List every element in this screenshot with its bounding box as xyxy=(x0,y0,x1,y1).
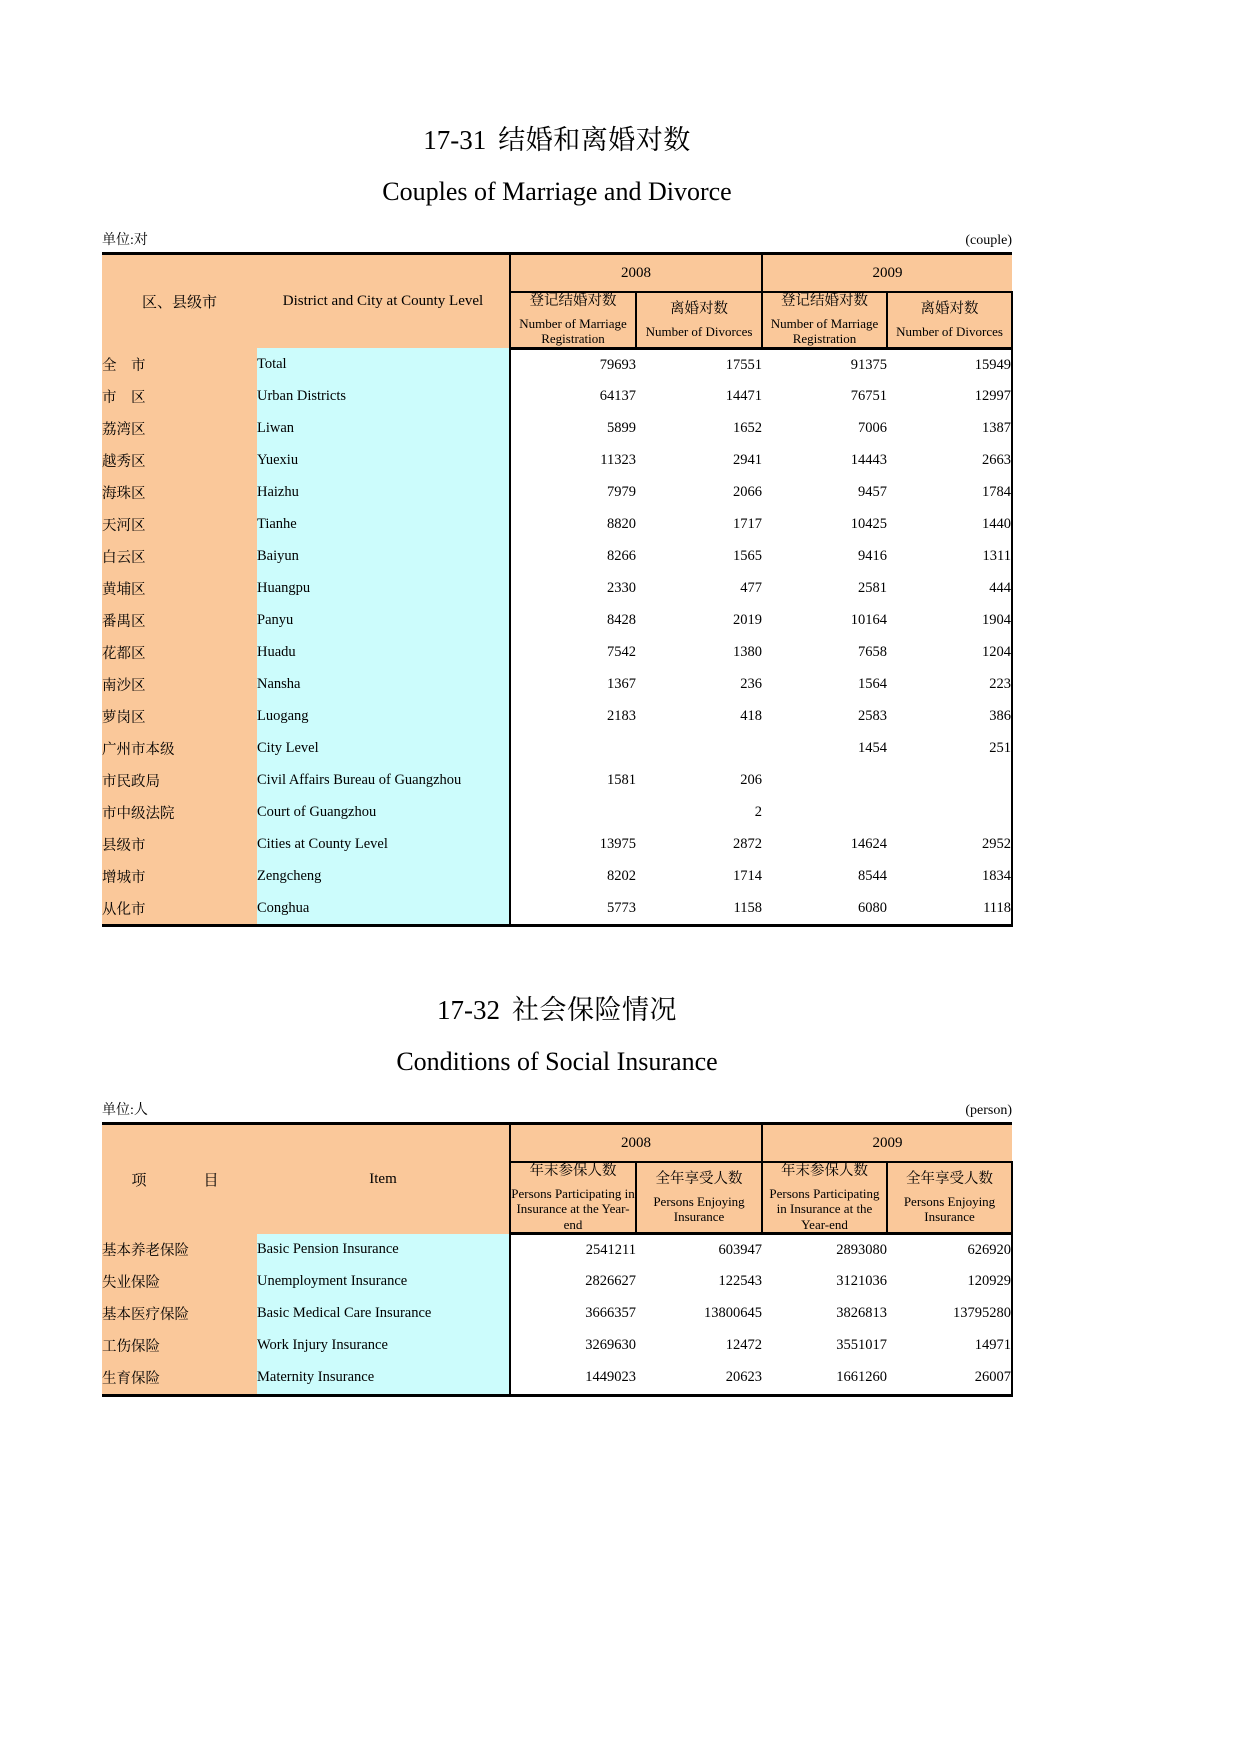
row-label-cn: 花都区 xyxy=(102,636,257,668)
col-header-en: Number of Divorces xyxy=(645,323,753,339)
data-cell: 2893080 xyxy=(762,1234,887,1266)
data-cell: 12997 xyxy=(887,380,1012,412)
data-cell: 1311 xyxy=(887,540,1012,572)
data-cell: 7542 xyxy=(510,636,636,668)
data-cell: 26007 xyxy=(887,1362,1012,1396)
table-title-cn-17-32 xyxy=(102,988,1012,1027)
row-label-cn: 失业保险 xyxy=(102,1266,257,1298)
col-header-2009-divorce-17-31 xyxy=(887,292,1012,348)
data-cell: 2581 xyxy=(762,572,887,604)
table-row xyxy=(102,1266,1012,1298)
data-cell: 1454 xyxy=(762,732,887,764)
table-block-17-31 xyxy=(102,118,1012,927)
data-cell: 2330 xyxy=(510,572,636,604)
data-cell: 1380 xyxy=(636,636,762,668)
table-row xyxy=(102,412,1012,444)
data-cell: 7658 xyxy=(762,636,887,668)
row-label-en: Huadu xyxy=(257,636,510,668)
data-cell: 2872 xyxy=(636,828,762,860)
data-cell xyxy=(762,764,887,796)
data-cell: 8202 xyxy=(510,860,636,892)
marriage-divorce-table xyxy=(102,252,1013,927)
data-cell: 626920 xyxy=(887,1234,1012,1266)
row-label-en: Nansha xyxy=(257,668,510,700)
col-header-en: Persons Enjoying Insurance xyxy=(903,1193,996,1225)
row-label-en: Huangpu xyxy=(257,572,510,604)
table-title-cn-text-17-32: 社会保险情况 xyxy=(512,995,677,1025)
social-insurance-table xyxy=(102,1122,1013,1397)
row-label-en: Luogang xyxy=(257,700,510,732)
col-header-en: Persons Participating in Insurance at the Year-end xyxy=(511,1186,635,1232)
row-label-en: Total xyxy=(257,348,510,380)
data-cell: 1717 xyxy=(636,508,762,540)
data-cell: 477 xyxy=(636,572,762,604)
year-group-2009-17-32: 2009 xyxy=(762,1124,1012,1163)
data-cell: 2 xyxy=(636,796,762,828)
data-cell: 1581 xyxy=(510,764,636,796)
data-cell: 5773 xyxy=(510,892,636,926)
data-cell: 1834 xyxy=(887,860,1012,892)
data-cell: 2183 xyxy=(510,700,636,732)
data-cell: 2952 xyxy=(887,828,1012,860)
data-cell: 2583 xyxy=(762,700,887,732)
unit-label-en-17-31: (couple) xyxy=(965,233,1012,248)
row-label-en: Civil Affairs Bureau of Guangzhou xyxy=(257,764,510,796)
row-label-cn: 黄埔区 xyxy=(102,572,257,604)
col-header-en: Persons Enjoying Insurance xyxy=(653,1193,745,1225)
col-header-cn: 年末参保人数 xyxy=(781,1163,868,1179)
data-cell: 2941 xyxy=(636,444,762,476)
data-cell: 236 xyxy=(636,668,762,700)
data-cell: 10164 xyxy=(762,604,887,636)
table-row xyxy=(102,892,1012,926)
table-title-en-17-31: Couples of Marriage and Divorce xyxy=(382,177,732,206)
data-cell: 17551 xyxy=(636,348,762,380)
row-label-cn: 白云区 xyxy=(102,540,257,572)
row-label-en: Conghua xyxy=(257,892,510,926)
table-row xyxy=(102,604,1012,636)
col-header-cn: 全年享受人数 xyxy=(655,1170,743,1187)
row-label-en: Basic Medical Care Insurance xyxy=(257,1298,510,1330)
data-cell: 8820 xyxy=(510,508,636,540)
row-label-cn: 基本医疗保险 xyxy=(102,1298,257,1330)
table-row xyxy=(102,508,1012,540)
col-header-cn: 登记结婚对数 xyxy=(529,293,617,309)
row-label-en: Court of Guangzhou xyxy=(257,796,510,828)
row-label-cn: 从化市 xyxy=(102,892,257,926)
data-cell: 20623 xyxy=(636,1362,762,1396)
data-cell: 9416 xyxy=(762,540,887,572)
data-cell xyxy=(510,732,636,764)
data-cell: 8266 xyxy=(510,540,636,572)
data-cell: 3551017 xyxy=(762,1330,887,1362)
col-header-cn: 离婚对数 xyxy=(670,300,728,317)
data-cell: 1158 xyxy=(636,892,762,926)
row-label-cn: 市民政局 xyxy=(102,764,257,796)
data-cell: 1661260 xyxy=(762,1362,887,1396)
data-cell: 8544 xyxy=(762,860,887,892)
year-group-2008-17-32: 2008 xyxy=(510,1124,762,1163)
col-header-2008-marriage-17-31 xyxy=(510,292,636,348)
data-cell: 3666357 xyxy=(510,1298,636,1330)
data-cell: 9457 xyxy=(762,476,887,508)
data-cell: 12472 xyxy=(636,1330,762,1362)
stub-header-cn-17-31: 区、县级市 xyxy=(102,254,257,349)
row-label-en: Cities at County Level xyxy=(257,828,510,860)
data-cell: 1652 xyxy=(636,412,762,444)
data-cell xyxy=(887,796,1012,828)
table-block-17-32 xyxy=(102,988,1012,1397)
col-header-2009-participating-17-32 xyxy=(762,1162,887,1234)
data-cell: 122543 xyxy=(636,1266,762,1298)
table-head-17-31 xyxy=(102,254,1012,349)
table-head-17-32 xyxy=(102,1124,1012,1234)
row-label-en: Unemployment Insurance xyxy=(257,1266,510,1298)
data-cell: 386 xyxy=(887,700,1012,732)
data-cell: 2019 xyxy=(636,604,762,636)
data-cell: 76751 xyxy=(762,380,887,412)
unit-row-17-32 xyxy=(102,1099,1012,1119)
table-row xyxy=(102,476,1012,508)
data-cell: 1564 xyxy=(762,668,887,700)
col-header-2008-participating-17-32 xyxy=(510,1162,636,1234)
table-row xyxy=(102,668,1012,700)
data-cell: 1784 xyxy=(887,476,1012,508)
col-header-en: Number of Marriage Registration xyxy=(519,316,627,347)
stub-header-cn-17-32: 项 目 xyxy=(102,1124,257,1234)
data-cell: 7979 xyxy=(510,476,636,508)
row-label-cn: 海珠区 xyxy=(102,476,257,508)
row-label-en: Baiyun xyxy=(257,540,510,572)
data-cell: 1714 xyxy=(636,860,762,892)
row-label-en: Work Injury Insurance xyxy=(257,1330,510,1362)
year-group-2008-17-31: 2008 xyxy=(510,254,762,293)
table-body-17-31 xyxy=(102,348,1012,926)
col-header-cn: 年末参保人数 xyxy=(529,1163,617,1179)
data-cell: 206 xyxy=(636,764,762,796)
row-label-cn: 越秀区 xyxy=(102,444,257,476)
data-cell: 1387 xyxy=(887,412,1012,444)
data-cell: 1449023 xyxy=(510,1362,636,1396)
data-cell: 8428 xyxy=(510,604,636,636)
unit-row-17-31 xyxy=(102,229,1012,249)
data-cell: 7006 xyxy=(762,412,887,444)
data-cell: 2066 xyxy=(636,476,762,508)
data-cell: 13975 xyxy=(510,828,636,860)
data-cell: 91375 xyxy=(762,348,887,380)
col-header-cn: 登记结婚对数 xyxy=(781,293,868,309)
row-label-en: City Level xyxy=(257,732,510,764)
row-label-en: Tianhe xyxy=(257,508,510,540)
table-row xyxy=(102,540,1012,572)
col-header-en: Number of Divorces xyxy=(896,323,1003,339)
row-label-cn: 市中级法院 xyxy=(102,796,257,828)
data-cell: 79693 xyxy=(510,348,636,380)
data-cell: 444 xyxy=(887,572,1012,604)
data-cell xyxy=(762,796,887,828)
data-cell: 1118 xyxy=(887,892,1012,926)
col-header-2009-marriage-17-31 xyxy=(762,292,887,348)
table-row xyxy=(102,828,1012,860)
row-label-cn: 全 市 xyxy=(102,348,257,380)
data-cell: 11323 xyxy=(510,444,636,476)
unit-label-cn-17-32: 单位:人 xyxy=(102,1103,148,1118)
stub-header-en-17-32: Item xyxy=(257,1124,510,1234)
data-cell: 14443 xyxy=(762,444,887,476)
row-label-en: Yuexiu xyxy=(257,444,510,476)
data-cell: 6080 xyxy=(762,892,887,926)
table-row xyxy=(102,636,1012,668)
col-header-2008-divorce-17-31 xyxy=(636,292,762,348)
table-row xyxy=(102,1362,1012,1396)
data-cell: 1904 xyxy=(887,604,1012,636)
unit-label-cn-17-31: 单位:对 xyxy=(102,233,148,248)
row-label-cn: 天河区 xyxy=(102,508,257,540)
row-label-en: Urban Districts xyxy=(257,380,510,412)
data-cell: 3121036 xyxy=(762,1266,887,1298)
data-cell: 418 xyxy=(636,700,762,732)
unit-label-en-17-32: (person) xyxy=(965,1103,1012,1118)
table-title-cn-17-31 xyxy=(102,118,1012,157)
data-cell: 3826813 xyxy=(762,1298,887,1330)
data-cell: 251 xyxy=(887,732,1012,764)
table-body-17-32 xyxy=(102,1234,1012,1396)
row-label-cn: 县级市 xyxy=(102,828,257,860)
col-header-2009-enjoying-17-32 xyxy=(887,1162,1012,1234)
table-row xyxy=(102,444,1012,476)
data-cell: 13795280 xyxy=(887,1298,1012,1330)
table-row xyxy=(102,732,1012,764)
row-label-cn: 荔湾区 xyxy=(102,412,257,444)
col-header-2008-enjoying-17-32 xyxy=(636,1162,762,1234)
row-label-en: Panyu xyxy=(257,604,510,636)
data-cell xyxy=(887,764,1012,796)
table-title-cn-text-17-31: 结婚和离婚对数 xyxy=(498,125,691,155)
table-title-en-17-32: Conditions of Social Insurance xyxy=(396,1047,718,1076)
table-row xyxy=(102,796,1012,828)
data-cell: 2826627 xyxy=(510,1266,636,1298)
row-label-cn: 广州市本级 xyxy=(102,732,257,764)
col-header-cn: 离婚对数 xyxy=(920,300,979,317)
row-label-cn: 增城市 xyxy=(102,860,257,892)
table-row xyxy=(102,764,1012,796)
table-row xyxy=(102,860,1012,892)
data-cell: 14624 xyxy=(762,828,887,860)
data-cell: 3269630 xyxy=(510,1330,636,1362)
table-row xyxy=(102,700,1012,732)
table-number-17-31: 17-31 xyxy=(423,125,487,155)
row-label-cn: 工伤保险 xyxy=(102,1330,257,1362)
data-cell: 10425 xyxy=(762,508,887,540)
row-label-en: Zengcheng xyxy=(257,860,510,892)
data-cell: 14971 xyxy=(887,1330,1012,1362)
row-label-en: Haizhu xyxy=(257,476,510,508)
data-cell: 1367 xyxy=(510,668,636,700)
data-cell: 5899 xyxy=(510,412,636,444)
data-cell xyxy=(510,796,636,828)
stub-header-en-17-31: District and City at County Level xyxy=(257,254,510,349)
col-header-en: Number of Marriage Registration xyxy=(770,316,879,347)
data-cell: 14471 xyxy=(636,380,762,412)
year-group-2009-17-31: 2009 xyxy=(762,254,1012,293)
data-cell xyxy=(636,732,762,764)
row-label-cn: 基本养老保险 xyxy=(102,1234,257,1266)
row-label-cn: 南沙区 xyxy=(102,668,257,700)
data-cell: 1565 xyxy=(636,540,762,572)
row-label-en: Maternity Insurance xyxy=(257,1362,510,1396)
data-cell: 13800645 xyxy=(636,1298,762,1330)
data-cell: 120929 xyxy=(887,1266,1012,1298)
data-cell: 223 xyxy=(887,668,1012,700)
data-cell: 2663 xyxy=(887,444,1012,476)
data-cell: 603947 xyxy=(636,1234,762,1266)
data-cell: 1440 xyxy=(887,508,1012,540)
table-row xyxy=(102,1234,1012,1266)
table-row xyxy=(102,348,1012,380)
data-cell: 15949 xyxy=(887,348,1012,380)
row-label-cn: 番禺区 xyxy=(102,604,257,636)
row-label-cn: 萝岗区 xyxy=(102,700,257,732)
row-label-cn: 生育保险 xyxy=(102,1362,257,1396)
row-label-en: Liwan xyxy=(257,412,510,444)
table-row xyxy=(102,1298,1012,1330)
data-cell: 2541211 xyxy=(510,1234,636,1266)
data-cell: 64137 xyxy=(510,380,636,412)
col-header-en: Persons Participating in Insurance at the Year-end xyxy=(769,1186,880,1232)
table-row xyxy=(102,1330,1012,1362)
data-cell: 1204 xyxy=(887,636,1012,668)
col-header-cn: 全年享受人数 xyxy=(906,1170,993,1187)
table-row xyxy=(102,572,1012,604)
row-label-en: Basic Pension Insurance xyxy=(257,1234,510,1266)
row-label-cn: 市 区 xyxy=(102,380,257,412)
table-number-17-32: 17-32 xyxy=(437,995,500,1025)
table-row xyxy=(102,380,1012,412)
